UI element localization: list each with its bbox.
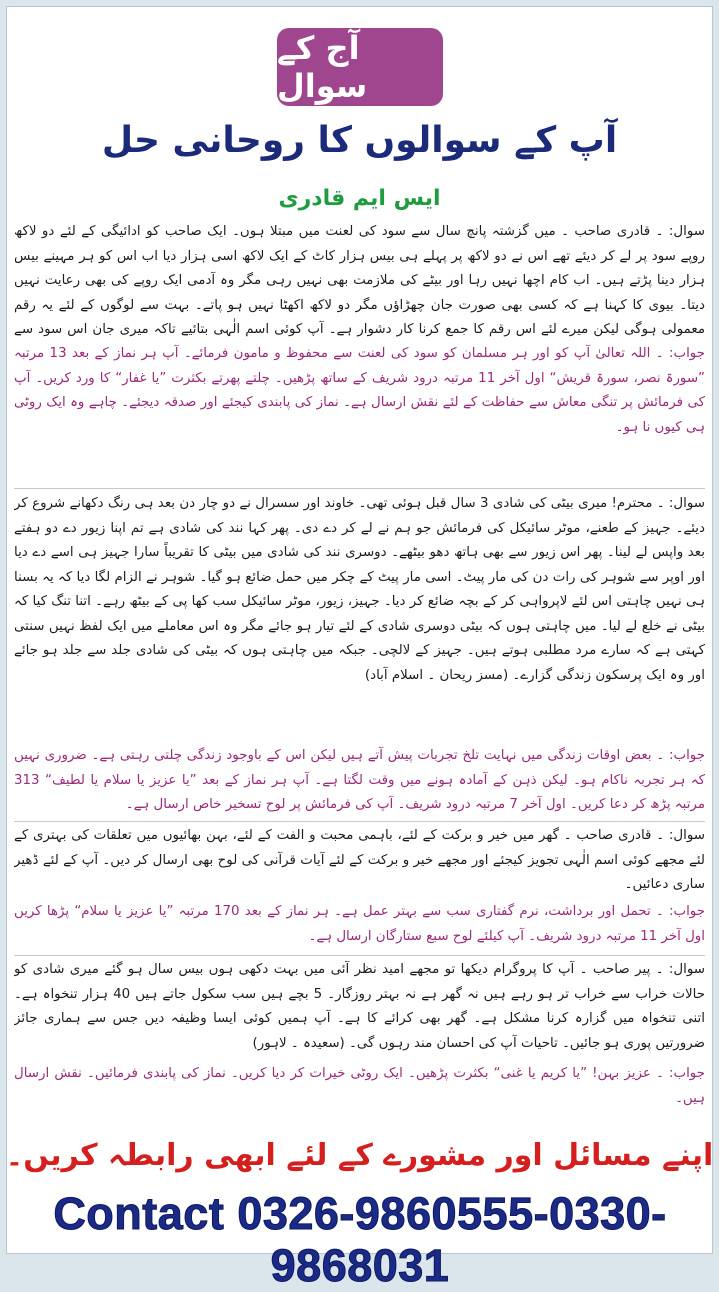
question-text: سوال: ۔ محترم! میری بیٹی کی شادی 3 سال قبل ہوئی تھی۔ خاوند اور سسرال نے دو چار دن بعد ہی رنگ دکھانے شروع کر دیئے۔ جہیز کے طعنے، موٹر سائیکل کی فرمائش جو ہم نے لے کر دے دی۔ پھر کہا نند کی شادی ہے تم اپنا زیور دے دو ہفتے بعد واپس لے لینا۔ پھر اس زیور سے بھی ہاتھ دھو بیٹھے۔ دوسری نند کی شادی میں بیٹی کا تقریباً سارا جہیز ہی اسے دے دیا اور اوپر سے شوہر کی رات دن کی مار پیٹ۔ اسی مار پیٹ کے چکر میں حمل ضائع ہو گیا۔ شوہر نے الزام لگا دیا کہ یہ بسنا ہی نہیں چاہتی اس لئے لاپرواہی کر کے بچہ ضائع کر دیا۔ جہیز، زیور، موٹر سائیکل سب کھا پی کے بیٹھ رہے۔ اتنا تنگ کیا کہ بیٹی نے خلع لے لیا۔ میں چاہتی ہوں کہ بیٹی دوسری شادی کے لئے تیار ہو جائے مگر وہ اس معاملے میں ایک لفظ نہیں سنتی کہتی ہے کہ سارے مرد مطلبی ہوتے ہیں۔ جہیز کے لالچی۔ جبکہ میں چاہتی ہوں کہ بیٹی کی شادی جلد سے جلد ہو جائے اور وہ ایک پرسکون زندگی گزارے۔ (مسز ریحان ۔ اسلام آباد) — [14, 496, 705, 683]
answer-text: جواب: ۔ اللہ تعالیٰ آپ کو اور ہر مسلمان کو سود کی لعنت سے محفوظ و مامون فرمائے۔ آپ ہر نماز کے بعد 13 مرتبہ ”سورۃ نصر، سورۃ قریش“ اول آخر 11 مرتبہ درود شریف کے ساتھ پڑھیں۔ چلتے پھرتے بکثرت ”یا غفار“ کا ورد کریں۔ آپ کی فرمائش پر تنگی معاش سے حفاظت کے لئے نقش ارسال ہے۔ نماز کی پابندی کیجئے اور صدقہ دیجئے۔ چاہے وہ ایک روٹی ہی کیوں نا ہو۔ — [14, 346, 705, 435]
answer-text: جواب: ۔ تحمل اور برداشت، نرم گفتاری سب سے بہتر عمل ہے۔ ہر نماز کے بعد 170 مرتبہ ”یا عزیز یا سلام“ پڑھا کریں اول آخر 11 مرتبہ درود شریف۔ آپ کیلئے لوح سبع ستارگان ارسال ہے۔ — [14, 904, 705, 944]
call-to-action: اپنے مسائل اور مشورے کے لئے ابھی رابطہ کریں۔ — [5, 1138, 714, 1173]
qa-block-3 — [14, 824, 705, 898]
divider — [14, 821, 705, 822]
answer-block-1 — [14, 342, 705, 484]
section-badge — [277, 28, 443, 106]
question-text: سوال: ۔ پیر صاحب ۔ آپ کا پروگرام دیکھا تو مجھے امید نظر آئی میں بہت دکھی ہوں بیس سال ہو گئے میری شادی کو حالات خراب سے خراب تر ہو رہے ہیں نہ گھر ہے نہ بہتر روزگار۔ 5 بچے ہیں سب سکول جاتے ہیں 40 ہزار تنخواہ ہے۔ اتنی تنخواہ میں گزارہ کرنا مشکل ہے۔ گھر بھی کرائے کا ہے۔ آپ ہمیں کوئی ایسا وظیفہ دیں جس سے ہماری جائز ضرورتیں پوری ہو جائیں۔ تاحیات آپ کی احسان مند رہوں گی۔ (سعیدہ ۔ لاہور) — [14, 962, 705, 1051]
question-text: سوال: ۔ قادری صاحب ۔ گھر میں خیر و برکت کے لئے، باہمی محبت و الفت کے لئے، بہن بھائیوں میں تعلقات کی بہتری کے لئے مجھے کوئی اسم الٰہی تجویز کیجئے اور مجھے خیر و برکت کے لئے آیات قرآنی کی لوح بھی ارسال کر دیں۔ آپ کے لئے ڈھیر ساری دعائیں۔ — [14, 828, 705, 892]
answer-text: جواب: ۔ بعض اوقات زندگی میں نہایت تلخ تجربات پیش آتے ہیں لیکن اس کے باوجود زندگی چلتی رہتی ہے۔ ضروری نہیں کہ ہر تجربہ ناکام ہو۔ لیکن ذہن کے آمادہ ہونے میں وقت لگتا ہے۔ آپ ہر نماز کے بعد ”یا عزیز یا سلام یا لطیف“ 313 مرتبہ پڑھ کر دعا کریں۔ اول آخر 7 مرتبہ درود شریف۔ آپ کی فرمائش پر لوح تسخیر خاص ارسال ہے۔ — [14, 748, 705, 812]
qa-block-2 — [14, 492, 705, 742]
badge-label: آج کے سوال — [277, 29, 368, 105]
author-name: ایس ایم قادری — [278, 186, 441, 211]
divider — [14, 955, 705, 956]
page-title: آپ کے سوالوں کا روحانی حل — [101, 120, 618, 161]
answer-text: جواب: ۔ عزیز بہن! ”یا کریم یا غنی“ بکثرت پڑھیں۔ ایک روٹی خیرات کر دیا کریں۔ نماز کی پابندی فرمائیں۔ نقش ارسال ہیں۔ — [14, 1066, 705, 1106]
divider — [14, 488, 705, 489]
answer-block-3 — [14, 900, 705, 952]
answer-block-4 — [14, 1062, 705, 1114]
contact-numbers: Contact 0326-9860555-0330-9868031 — [53, 1188, 667, 1291]
qa-block-4 — [14, 958, 705, 1058]
qa-block-1 — [14, 220, 705, 338]
question-text: سوال: ۔ قادری صاحب ۔ میں گزشتہ پانچ سال سے سود کی لعنت میں مبتلا ہوں۔ ایک صاحب کو ادائیگی کے لئے دو لاکھ روپے سود پر لے کر دیئے تھے اس نے دو لاکھ پر پہلے ہی بیس ہزار کاٹ کے ایک لاکھ اسی ہزار دیا اب اس کو ہر مہینے بیس ہزار دینا پڑتے ہیں۔ اب کام اچھا نہیں رہا اور بیٹے کی ملازمت بھی نہیں رہی مگر وہ آدمی ایک روپے کی بھی رعایت نہیں دیتا۔ بیوی کا کہنا ہے کہ کسی بھی صورت جان چھڑاؤں مگر دو لاکھ اکھٹا نہیں ہو پاتے۔ بہت سے لوگوں کے لئے یہ رقم معمولی ہوگی لیکن میرے لئے اس رقم کا جمع کرنا کار دشوار ہے۔ آپ کوئی اسم الٰہی بتائیے تاکہ میری جان اس سود سے — [14, 224, 705, 337]
answer-block-2 — [14, 744, 705, 818]
